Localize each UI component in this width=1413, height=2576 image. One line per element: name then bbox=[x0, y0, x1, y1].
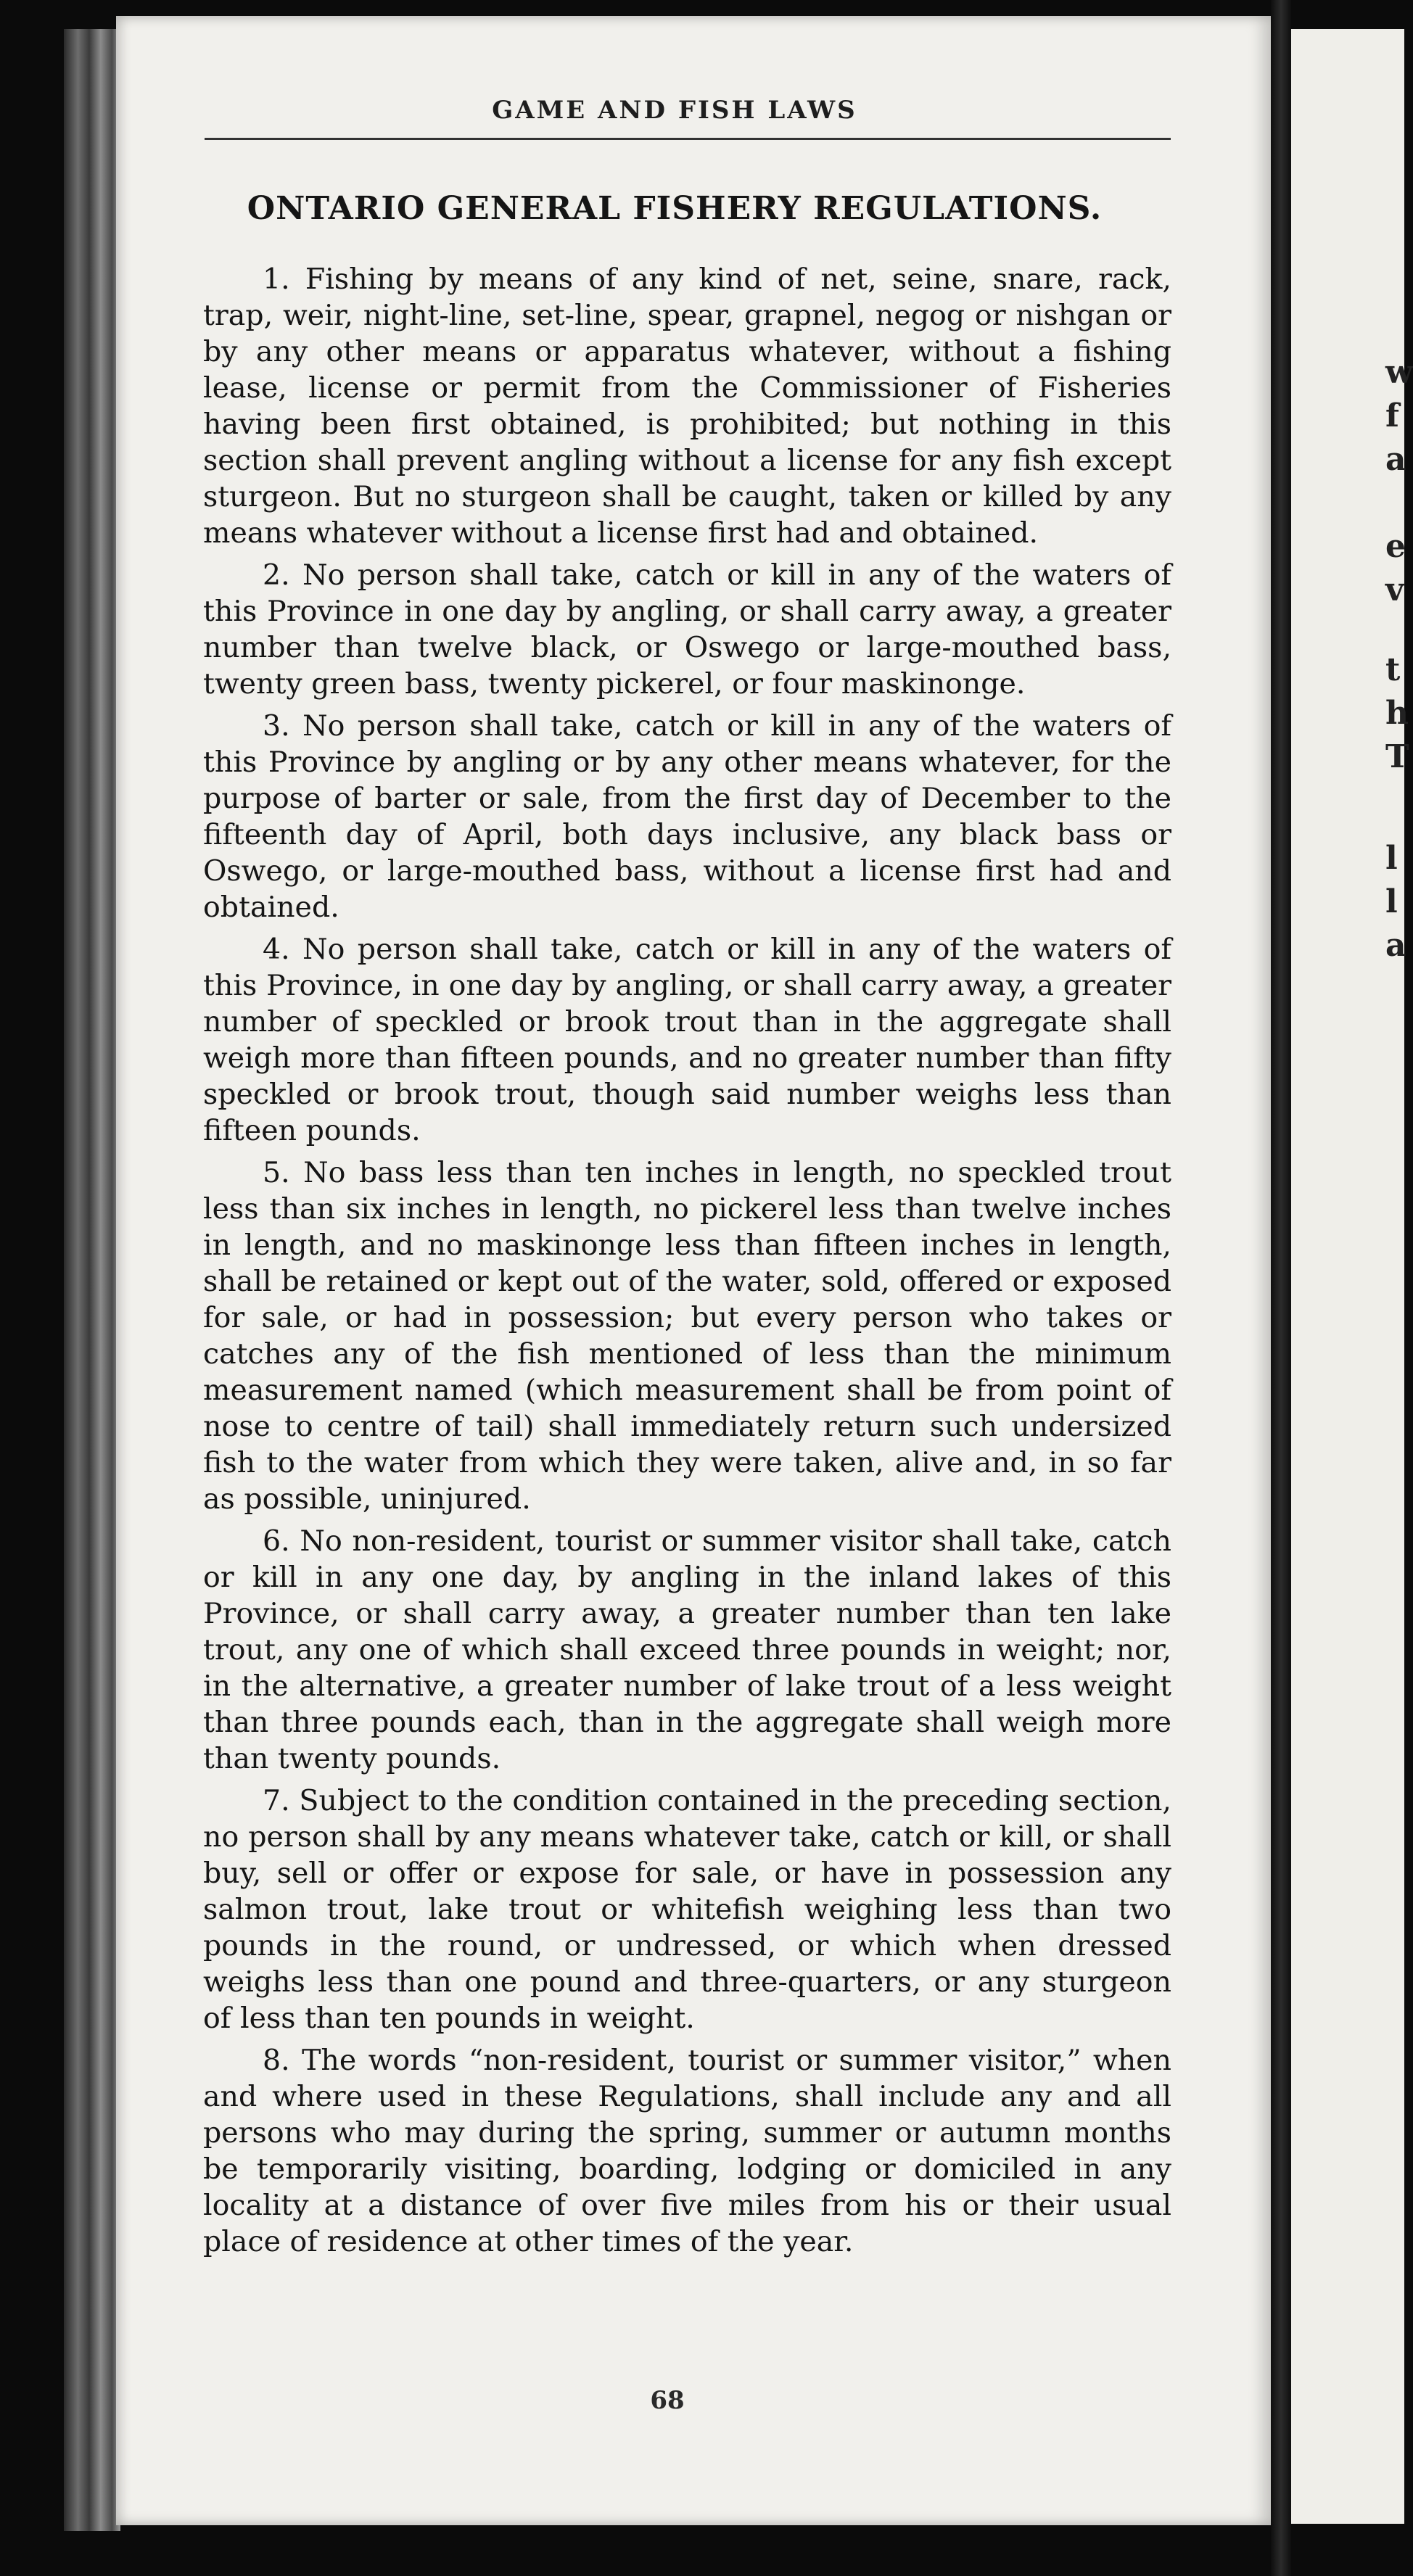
book-gutter bbox=[1271, 0, 1291, 2576]
facing-page-fragment: f bbox=[1385, 397, 1399, 434]
facing-page-fragment: h bbox=[1385, 695, 1409, 732]
running-head: GAME AND FISH LAWS bbox=[492, 96, 857, 125]
header-rule bbox=[205, 138, 1171, 140]
book-page-edges bbox=[64, 29, 120, 2531]
regulation-6: 6. No non-resident, tourist or summer visitor shall take, catch or kill in any one day, by angling in the inland lakes of this Province, or shall carry away, a greater number than ten lake trout, any one of which shall exceed three pounds in weight; nor, in the alternative, a greater number of lake trout of a less weight than three pounds each, than in the aggregate shall weigh more than twenty pounds. bbox=[203, 1524, 1171, 1775]
facing-page-fragment: e bbox=[1385, 528, 1406, 565]
regulation-1: 1. Fishing by means of any kind of net, seine, snare, rack, trap, weir, night-line, set-line, spear, grapnel, negog or nishgan or by any other means or apparatus whatever, without a fishing lease, license or permit from the Commissioner of Fisheries having been first obtained, is prohibited; but nothing in this section shall prevent angling without a license for any fish except sturgeon. But no sturgeon shall be caught, taken or killed by any means whatever without a license first had and obtained. bbox=[203, 263, 1171, 550]
facing-page-fragment: a bbox=[1385, 927, 1406, 964]
facing-page-edge bbox=[1291, 29, 1413, 2524]
page-number: 68 bbox=[650, 2386, 685, 2415]
facing-page-fragment: l bbox=[1385, 883, 1398, 920]
facing-page-fragment: T bbox=[1385, 738, 1409, 775]
facing-page-fragment: l bbox=[1385, 840, 1398, 877]
page-title: ONTARIO GENERAL FISHERY REGULATIONS. bbox=[247, 190, 1103, 227]
regulation-5: 5. No bass less than ten inches in length, no speckled trout less than six inches in length, no pickerel less than twelve inches in length, and no maskinonge less than fifteen inches in length, shall be retained or kept out of the water, sold, offered or exposed for sale, or had in possession; but every person who takes or catches any of the fish mentioned of less than the minimum measurement named (which measurement shall be from point of nose to centre of tail) shall immediately return such undersized fish to the water from which they were taken, alive and, in so far as possible, uninjured. bbox=[203, 1156, 1171, 1516]
regulation-2: 2. No person shall take, catch or kill in any of the waters of this Province in one day by angling, or shall carry away, a greater number than twelve black, or Oswego or large-mouthed bass, twenty green bass, twenty pickerel, or four maskinonge. bbox=[203, 558, 1171, 701]
facing-page-fragment: t bbox=[1385, 651, 1401, 688]
facing-page-fragment: w bbox=[1385, 354, 1413, 391]
regulation-7: 7. Subject to the condition contained in the preceding section, no person shall by any means whatever take, catch or kill, or shall buy, sell or offer or expose for sale, or have in possession any salmon trout, lake trout or whitefish weighing less than two pounds in the round, or undressed, or which when dressed weighs less than one pound and three-quarters, or any sturgeon of less than ten pounds in weight. bbox=[203, 1784, 1171, 2035]
regulation-4: 4. No person shall take, catch or kill in any of the waters of this Province, in one day by angling, or shall carry away, a greater number of speckled or brook trout than in the aggregate shall weigh more than fifteen pounds, and no greater number than fifty speckled or brook trout, though said number weighs less than fifteen pounds. bbox=[203, 933, 1171, 1147]
regulations-text bbox=[203, 261, 1171, 2266]
regulation-3: 3. No person shall take, catch or kill in any of the waters of this Province by angling or by any other means whatever, for the purpose of barter or sale, from the first day of December to the fifteenth day of April, both days inclusive, any black bass or Oswego, or large-mouthed bass, without a license first had and obtained. bbox=[203, 709, 1171, 924]
regulation-8: 8. The words “non-resident, tourist or summer visitor,” when and where used in these Regulations, shall include any and all persons who may during the spring, summer or autumn months be temporarily visiting, boarding, lodging or domiciled in any locality at a distance of over five miles from his or their usual place of residence at other times of the year. bbox=[203, 2044, 1171, 2258]
facing-page-fragment: a bbox=[1385, 441, 1406, 478]
facing-page-fragment: v bbox=[1385, 571, 1404, 608]
